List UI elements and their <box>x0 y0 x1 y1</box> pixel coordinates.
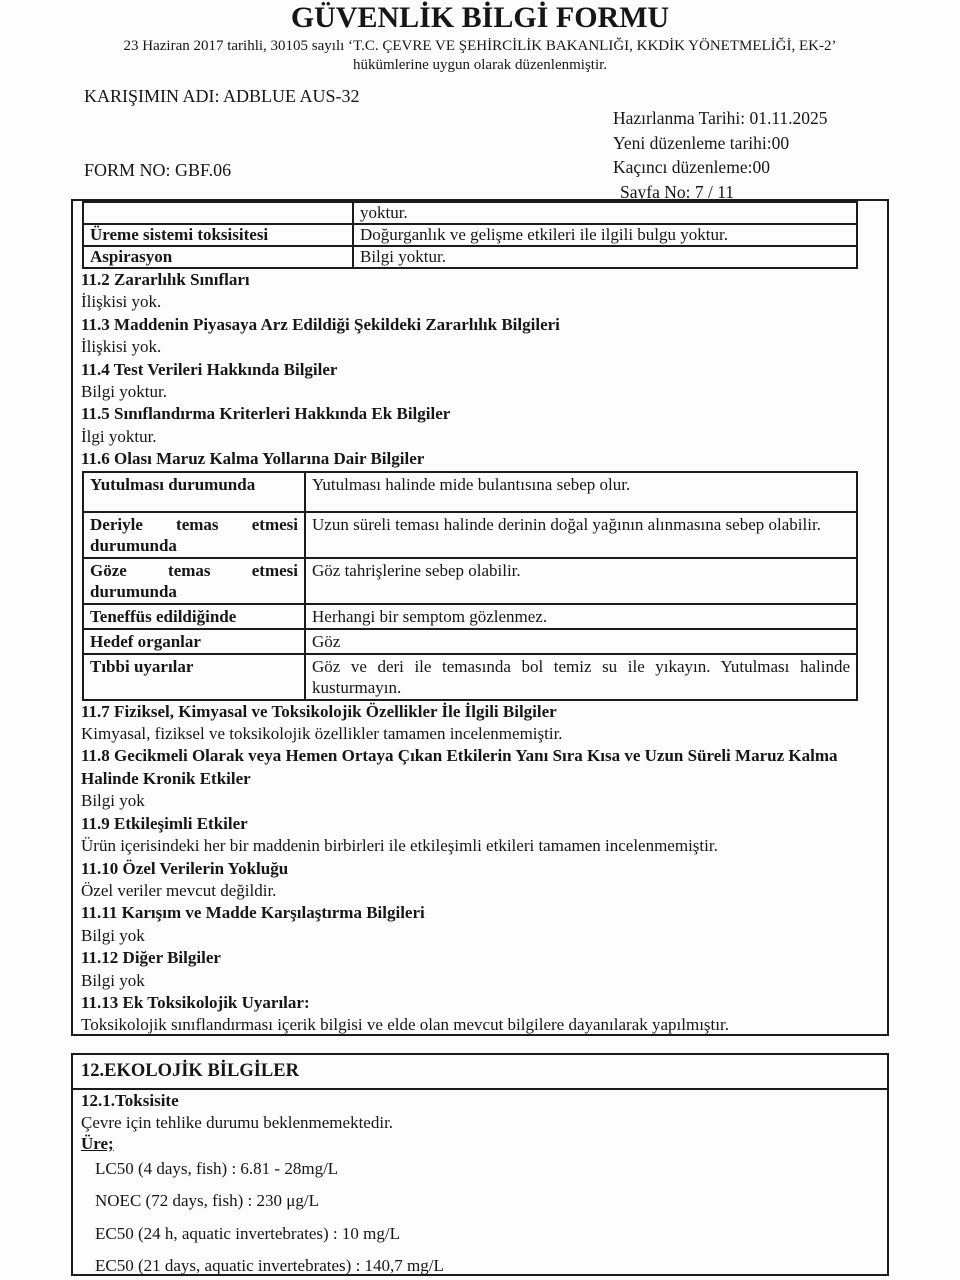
revision-date: Yeni düzenleme tarihi:00 <box>613 132 790 153</box>
row-label-cell <box>83 202 353 224</box>
urea-label <box>73 1133 887 1155</box>
row-label-cell: Teneffüs edildiğinde <box>83 604 305 629</box>
row-value-cell: Herhangi bir semptom gözlenmez. <box>305 604 857 629</box>
revision-count: Kaçıncı düzenleme:00 <box>613 157 770 177</box>
section-text: Özel veriler mevcut değildir. <box>81 880 277 900</box>
row-label-cell: Göze temas etmesi durumunda <box>83 558 305 604</box>
form-number: FORM NO: GBF.06 <box>84 160 232 180</box>
section-text: Bilgi yok <box>81 970 145 990</box>
section-12-box <box>71 1053 889 1276</box>
section-11-box <box>71 199 889 1036</box>
eco-value-ec50-24h: EC50 (24 h, aquatic invertebrates) : 10 mg/L <box>95 1223 400 1243</box>
section-text: Bilgi yok <box>81 791 145 811</box>
document-subtitle-line1: 23 Haziran 2017 tarihli, 30105 sayılı ‘T.C. ÇEVRE VE ŞEHİRCİLİK BAKANLIĞI, KKDİK YÖNETMELİĞİ, EK-2’ <box>123 38 837 54</box>
section-heading-11-12: 11.12 Diğer Bilgiler <box>81 948 221 968</box>
section-text: Ürün içerisindeki her bir maddenin birbirleri ile etkileşimli etkileri tamamen incelenmemiştir. <box>81 836 718 856</box>
table-row <box>83 246 857 268</box>
row-value-cell: Göz ve deri ile temasında bol temiz su ile yıkayın. Yutulması halinde kusturmayın. <box>305 654 857 700</box>
mixture-name: KARIŞIMIN ADI: ADBLUE AUS-32 <box>84 86 360 106</box>
section-heading-11-6: 11.6 Olası Maruz Kalma Yollarına Dair Bilgiler <box>81 449 425 469</box>
row-label-cell: Üreme sistemi toksisitesi <box>83 224 353 246</box>
row-label-cell: Hedef organlar <box>83 629 305 654</box>
table-row <box>83 604 857 629</box>
section-heading-11-3: 11.3 Maddenin Piyasaya Arz Edildiği Şekildeki Zararlılık Bilgileri <box>81 314 560 334</box>
table-row <box>83 224 857 246</box>
row-label-cell: Yutulması durumunda <box>83 472 305 512</box>
table-row <box>83 654 857 700</box>
section-text: Kimyasal, fiziksel ve toksikolojik özellikler tamamen incelenmemiştir. <box>81 724 563 744</box>
document-title: GÜVENLİK BİLGİ FORMU <box>290 1 670 34</box>
table-row <box>83 558 857 604</box>
row-value-cell: Bilgi yoktur. <box>353 246 857 268</box>
section-heading-12: 12.EKOLOJİK BİLGİLER <box>73 1055 887 1090</box>
section-heading-12-1: 12.1.Toksisite <box>81 1091 179 1110</box>
urea-label-text: Üre; <box>81 1134 114 1153</box>
page-number: Sayfa No: 7 / 11 <box>620 181 735 202</box>
section-text: Toksikolojik sınıflandırması içerik bilgisi ve elde olan mevcut bilgilere dayanılarak yapılmıştır. <box>81 1015 729 1035</box>
section-text: İlgi yoktur. <box>81 426 157 446</box>
section-heading-11-10: 11.10 Özel Verilerin Yokluğu <box>81 858 289 878</box>
table-row <box>83 629 857 654</box>
section-heading-11-7: 11.7 Fiziksel, Kimyasal ve Toksikolojik Özellikler İle İlgili Bilgiler <box>81 701 557 721</box>
row-value-cell: yoktur. <box>353 202 857 224</box>
section-heading-11-11: 11.11 Karışım ve Madde Karşılaştırma Bilgileri <box>81 903 425 923</box>
table-row <box>83 202 857 224</box>
row-label-cell: Aspirasyon <box>83 246 353 268</box>
document-subtitle-line2: hükümlerine uygun olarak düzenlenmiştir. <box>352 57 608 73</box>
table-row <box>83 512 857 558</box>
section-text: Bilgi yok <box>81 925 145 945</box>
prepared-date: Hazırlanma Tarihi: 01.11.2025 <box>613 108 828 128</box>
row-label-cell: Deriyle temas etmesi durumunda <box>83 512 305 558</box>
document-meta-block <box>613 106 828 204</box>
table-row <box>83 472 857 512</box>
row-value-cell: Uzun süreli teması halinde derinin doğal yağının alınmasına sebep olabilir. <box>305 512 857 558</box>
section-text: Çevre için tehlike durumu beklenmemektedir. <box>81 1112 394 1132</box>
exposure-routes-table <box>82 471 858 701</box>
row-value-cell: Göz tahrişlerine sebep olabilir. <box>305 558 857 604</box>
section-heading-11-4: 11.4 Test Verileri Hakkında Bilgiler <box>81 359 338 379</box>
row-value-cell: Yutulması halinde mide bulantısına sebep olur. <box>305 472 857 512</box>
section-text: İlişkisi yok. <box>81 337 162 357</box>
row-value-cell: Doğurganlık ve gelişme etkileri ile ilgili bulgu yoktur. <box>353 224 857 246</box>
row-label-cell: Tıbbi uyarılar <box>83 654 305 700</box>
section-heading-11-13: 11.13 Ek Toksikolojik Uyarılar: <box>81 992 310 1012</box>
section-text: İlişkisi yok. <box>81 292 162 312</box>
toxicity-carryover-table <box>82 201 858 269</box>
section-heading-11-9: 11.9 Etkileşimli Etkiler <box>81 813 248 833</box>
eco-value-ec50-21d: EC50 (21 days, aquatic invertebrates) : 140,7 mg/L <box>95 1256 444 1275</box>
section-heading-11-5: 11.5 Sınıflandırma Kriterleri Hakkında Ek Bilgiler <box>81 404 451 424</box>
section-text: Bilgi yoktur. <box>81 382 167 402</box>
row-value-cell: Göz <box>305 629 857 654</box>
section-heading-11-8: 11.8 Gecikmeli Olarak veya Hemen Ortaya Çıkan Etkilerin Yanı Sıra Kısa ve Uzun Süreli Maruz Kalma Halinde Kronik Etkiler <box>81 746 838 788</box>
eco-value-noec: NOEC (72 days, fish) : 230 μg/L <box>95 1191 319 1210</box>
eco-value-lc50: LC50 (4 days, fish) : 6.81 - 28mg/L <box>95 1158 339 1178</box>
section-heading-11-2: 11.2 Zararlılık Sınıfları <box>81 270 250 289</box>
